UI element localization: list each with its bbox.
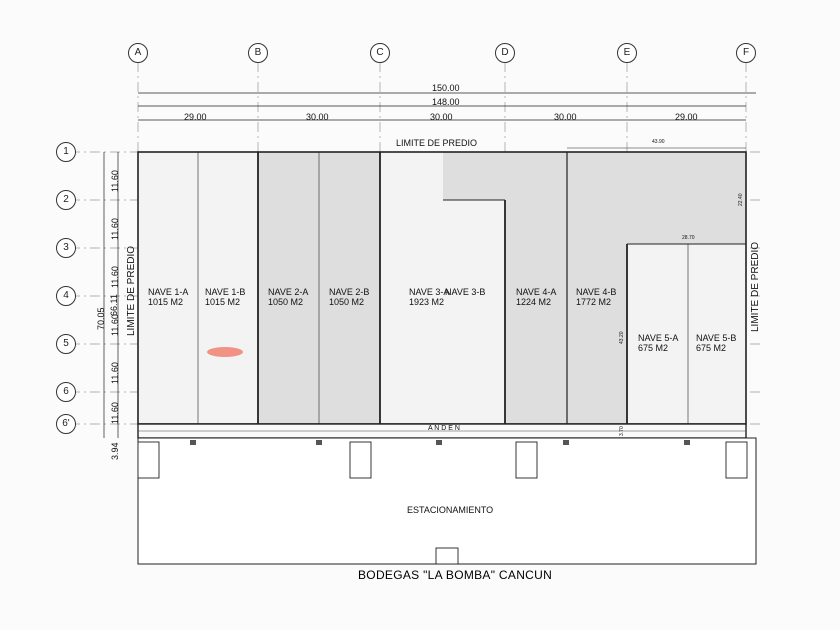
dimension-anden-depth: 3.94	[110, 442, 120, 460]
nave-area: 675 M2	[638, 343, 669, 354]
limite-de-predio-top: LIMITE DE PREDIO	[396, 138, 478, 148]
axis-bubble-b: B	[248, 43, 268, 63]
nave-area: 1224 M2	[516, 297, 552, 308]
nave-area: 1015 M2	[148, 297, 184, 308]
nave-name: NAVE 1-B	[205, 287, 246, 297]
dimension-bay-e-f: 29.00	[675, 112, 698, 122]
nave-name: NAVE 2-B	[329, 287, 370, 297]
nave-name: NAVE 4-B	[576, 287, 617, 297]
nave-3a	[409, 287, 449, 308]
axis-bubble-c: C	[370, 43, 390, 63]
estacionamiento-label: ESTACIONAMIENTO	[407, 505, 494, 515]
nave-name: NAVE 3-A	[409, 287, 450, 297]
nave-5b	[696, 333, 736, 354]
nave-name: NAVE 3-B	[445, 287, 486, 297]
highlight-mark	[207, 347, 243, 357]
dimension-bay-a-b: 29.00	[184, 112, 207, 122]
parking-area	[138, 438, 756, 564]
nave-name: NAVE 4-A	[516, 287, 557, 297]
dimension-row-2: 11.60	[110, 218, 120, 240]
dimension-inner-height: 66.11	[109, 294, 119, 316]
dimension-bay-c-d: 30.00	[430, 112, 453, 122]
nave-1b	[205, 287, 245, 308]
axis-bubble-d: D	[495, 43, 515, 63]
nave-area: 1050 M2	[268, 297, 304, 308]
dimension-row-5: 11.60	[110, 362, 120, 384]
nave-4b	[576, 287, 616, 308]
dimension-small-mid: 28.70	[682, 235, 695, 241]
axis-bubble-4: 4	[56, 286, 76, 306]
drawing-title: BODEGAS "LA BOMBA" CANCUN	[358, 568, 553, 582]
limite-de-predio-left: LIMITE DE PREDIO	[126, 245, 137, 336]
nave-name: NAVE 5-B	[696, 333, 737, 343]
axis-bubble-3: 3	[56, 238, 76, 258]
limite-de-predio-right: LIMITE DE PREDIO	[750, 241, 761, 332]
axis-bubble-e: E	[617, 43, 637, 63]
nave-2a	[268, 287, 308, 308]
nave-name: NAVE 1-A	[148, 287, 189, 297]
dimension-row-6: 11.60	[110, 402, 120, 424]
dimension-small-anden: 3.70	[619, 426, 625, 436]
nave-5a	[638, 333, 678, 354]
dimension-small-side: 22.40	[738, 193, 744, 206]
nave-4a	[516, 287, 556, 308]
nave-name: NAVE 5-A	[638, 333, 679, 343]
dimension-small-top: 43.90	[652, 139, 665, 145]
dimension-bay-b-c: 30.00	[306, 112, 329, 122]
nave-area: 675 M2	[696, 343, 727, 354]
dimension-row-4: 11.60	[110, 314, 120, 336]
nave-3b	[445, 287, 485, 297]
nave-area: 1772 M2	[576, 297, 612, 308]
axis-bubble-1: 1	[56, 142, 76, 162]
dimension-total-height: 70.05	[96, 307, 106, 330]
dimension-row-3: 11.60	[110, 266, 120, 288]
axis-bubble-a: A	[128, 43, 148, 63]
dimension-row-1: 11.60	[110, 170, 120, 192]
axis-bubble-6: 6	[56, 382, 76, 402]
nave-area: 1923 M2	[409, 297, 445, 308]
axis-bubble-2: 2	[56, 190, 76, 210]
nave-2b	[329, 287, 369, 308]
nave-name: NAVE 2-A	[268, 287, 309, 297]
dimension-overall-148: 148.00	[432, 97, 460, 107]
dimension-overall-150: 150.00	[432, 83, 460, 93]
dimension-small-side-2: 43.20	[619, 331, 625, 344]
axis-bubble-6-prime: 6'	[56, 414, 76, 434]
axis-bubble-f: F	[736, 43, 756, 63]
nave-area: 1015 M2	[205, 297, 241, 308]
dimension-bay-d-e: 30.00	[554, 112, 577, 122]
nave-1a	[148, 287, 188, 308]
nave-area: 1050 M2	[329, 297, 365, 308]
axis-bubble-5: 5	[56, 334, 76, 354]
anden-label: A N D E N	[428, 425, 460, 432]
